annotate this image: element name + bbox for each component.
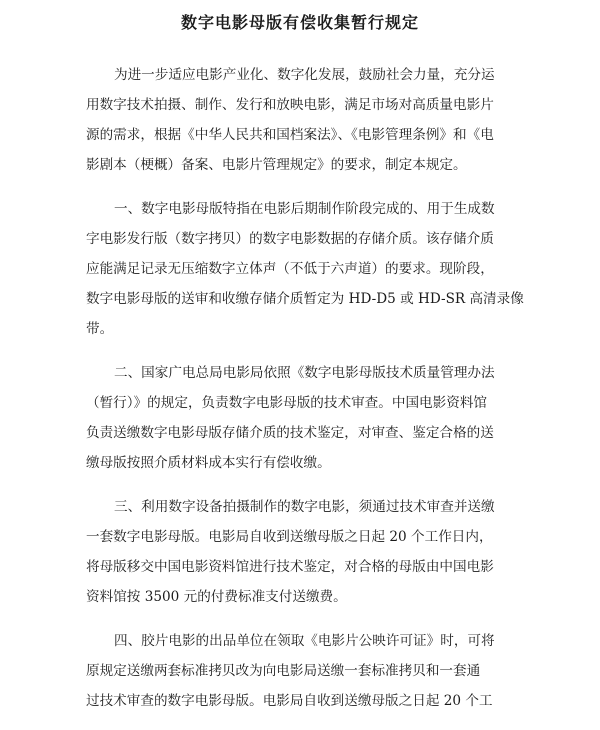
paragraph-article-1 (86, 194, 564, 344)
paragraph-article-4 (86, 626, 564, 716)
text-line: 原规定送缴两套标准拷贝改为向电影局送缴一套标准拷贝和一套通 (86, 663, 481, 679)
text-line: 带。 (86, 321, 114, 337)
text-line: 为进一步适应电影产业化、数字化发展，鼓励社会力量，充分运 (114, 67, 495, 83)
paragraph-preamble (86, 60, 564, 180)
text-line: 资料馆按 3500 元的付费标准支付送缴费。 (86, 589, 347, 605)
paragraph-article-3 (86, 492, 564, 612)
text-line: 负责送缴数字电影母版存储介质的技术鉴定，对审查、鉴定合格的送 (86, 425, 494, 441)
text-line: 影剧本（梗概）备案、电影片管理规定》的要求，制定本规定。 (86, 157, 467, 173)
text-line: 源的需求，根据《中华人民共和国档案法》、《电影管理条例》和《电 (86, 127, 494, 143)
text-line: 字电影发行版（数字拷贝）的数字电影数据的存储介质。该存储介质 (86, 231, 494, 247)
text-line: 过技术审查的数字电影母版。电影局自收到送缴母版之日起 20 个工 (86, 693, 493, 709)
text-line: 应能满足记录无压缩数字立体声（不低于六声道）的要求。现阶段， (86, 261, 494, 277)
text-line: 二、国家广电总局电影局依照《数字电影母版技术质量管理办法 (114, 365, 495, 381)
document-title: 数字电影母版有偿收集暂行规定 (180, 13, 419, 32)
text-line: 用数字技术拍摄、制作、发行和放映电影，满足市场对高质量电影片 (86, 97, 494, 113)
text-line: 将母版移交中国电影资料馆进行技术鉴定，对合格的母版由中国电影 (86, 559, 494, 575)
text-line: 一、数字电影母版特指在电影后期制作阶段完成的、用于生成数 (114, 201, 495, 217)
text-line: 三、利用数字设备拍摄制作的数字电影，须通过技术审查并送缴 (114, 499, 495, 515)
text-line: 数字电影母版的送审和收缴存储介质暂定为 HD-D5 或 HD-SR 高清录像 (86, 291, 524, 307)
text-line: 四、胶片电影的出品单位在领取《电影片公映许可证》时，可将 (114, 633, 495, 649)
text-line: 一套数字电影母版。电影局自收到送缴母版之日起 20 个工作日内， (86, 529, 493, 545)
document-body (86, 60, 564, 730)
paragraph-article-2 (86, 358, 564, 478)
text-line: （暂行）》的规定，负责数字电影母版的技术审查。中国电影资料馆 (86, 395, 488, 411)
text-line: 缴母版按照介质材料成本实行有偿收缴。 (86, 455, 331, 471)
